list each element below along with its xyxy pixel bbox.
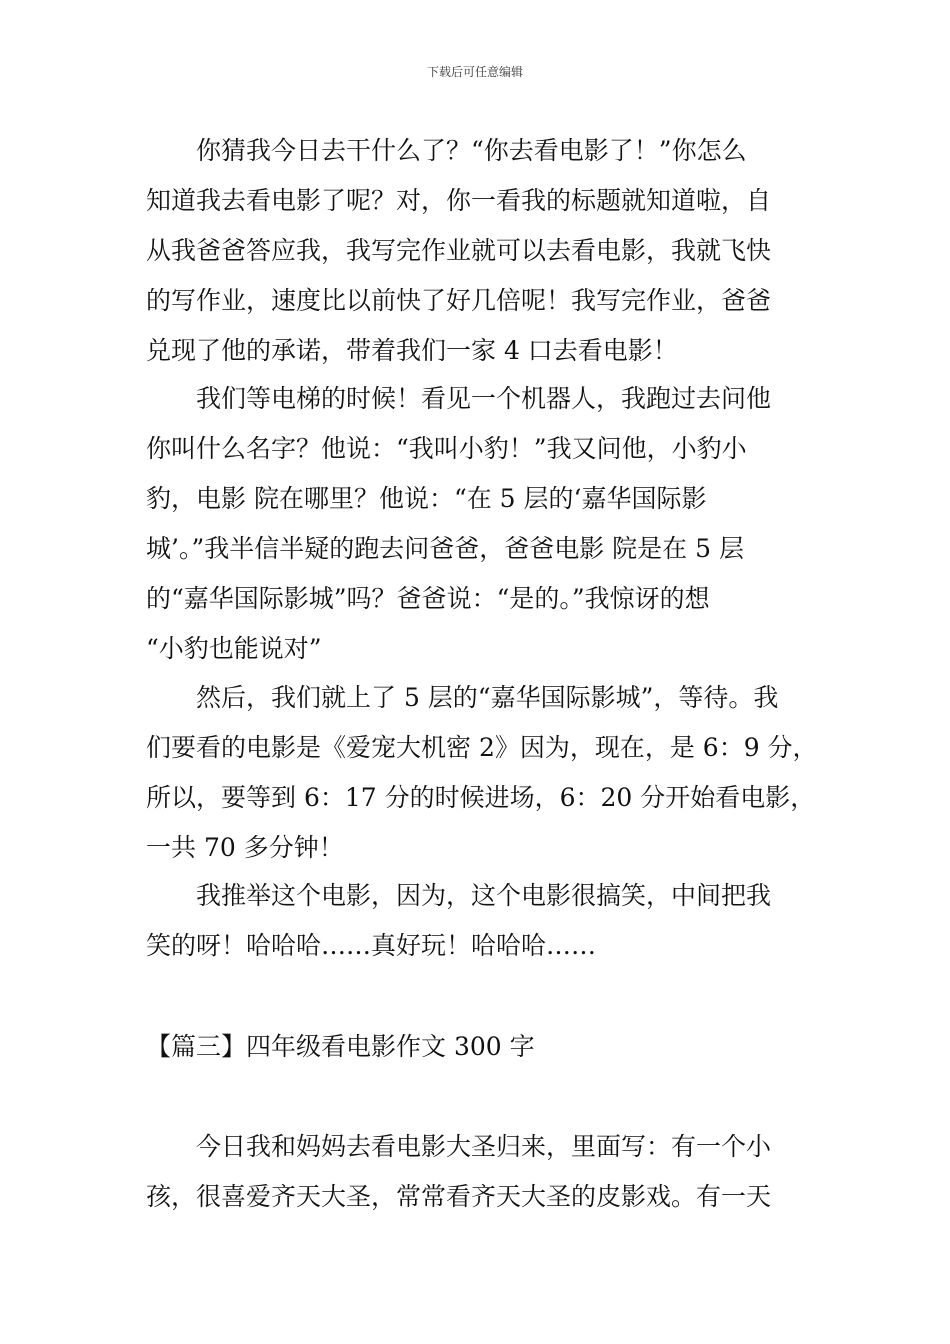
paragraph-line: 我们等电梯的时候！看见一个机器人，我跑过去问他	[196, 384, 772, 413]
paragraph-line: 城’。”我半信半疑的跑去问爸爸，爸爸电影 院是在 5 层	[146, 534, 744, 563]
section-heading: 【篇三】四年级看电影作文 300 字	[146, 1032, 535, 1061]
paragraph-line: 知道我去看电影了呢？对，你一看我的标题就知道啦，自	[146, 186, 772, 215]
paragraph-line: 们要看的电影是《爱宠大机密 2》因为，现在，是 6：9 分，	[146, 733, 818, 762]
paragraph-line: 兑现了他的承诺，带着我们一家 4 口去看电影！	[146, 336, 678, 365]
paragraph-line: 的写作业，速度比以前快了好几倍呢！我写完作业，爸爸	[146, 286, 772, 315]
page-header: 下载后可任意编辑	[426, 65, 523, 79]
paragraph-line: 孩，很喜爱齐天大圣，常常看齐天大圣的皮影戏。有一天	[146, 1182, 772, 1211]
paragraph-line: “小豹也能说对”	[146, 634, 322, 663]
paragraph-line: 所以，要等到 6：17 分的时候进场，6：20 分开始看电影，	[146, 783, 816, 812]
paragraph-line: 从我爸爸答应我，我写完作业就可以去看电影，我就飞快	[146, 236, 772, 265]
paragraph-line: 笑的呀！哈哈哈……真好玩！哈哈哈……	[146, 931, 597, 960]
paragraph-line: 你叫什么名字？他说：“我叫小豹！”我又问他，小豹小	[146, 434, 747, 463]
paragraph-line: 的“嘉华国际影城”吗？爸爸说：“是的。”我惊讶的想	[146, 584, 710, 613]
paragraph-line: 我推举这个电影，因为，这个电影很搞笑，中间把我	[196, 881, 772, 910]
paragraph-line: 今日我和妈妈去看电影大圣归来，里面写：有一个小	[196, 1132, 772, 1161]
paragraph-line: 一共 70 多分钟！	[146, 833, 344, 862]
paragraph-line: 你猜我今日去干什么了？“你去看电影了！”你怎么	[196, 136, 747, 165]
paragraph-line: 然后，我们就上了 5 层的“嘉华国际影城”，等待。我	[196, 683, 779, 712]
paragraph-line: 豹，电影 院在哪里？他说：“在 5 层的‘嘉华国际影	[146, 484, 707, 513]
